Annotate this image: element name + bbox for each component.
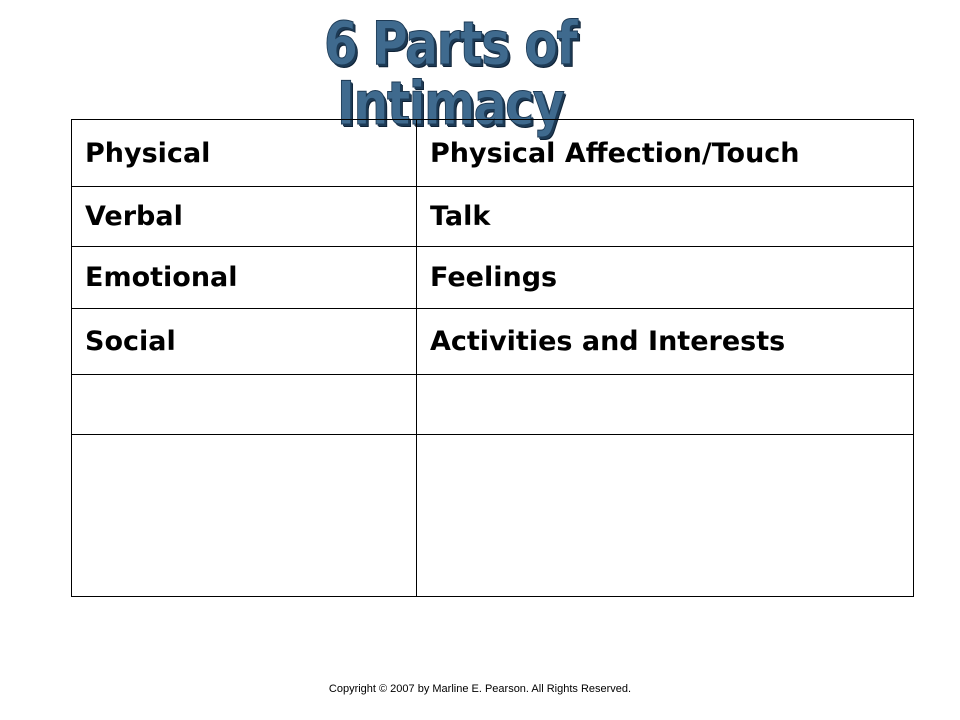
intimacy-table	[71, 119, 914, 597]
intimacy-description-cell	[417, 435, 914, 597]
intimacy-description-cell: Feelings	[417, 247, 914, 309]
table-row	[72, 435, 914, 597]
intimacy-description-cell: Physical Affection/Touch	[417, 120, 914, 187]
intimacy-description-cell: Talk	[417, 187, 914, 247]
intimacy-description-cell	[417, 375, 914, 435]
intimacy-type-cell: Verbal	[72, 187, 417, 247]
intimacy-type-cell	[72, 375, 417, 435]
intimacy-description-cell: Activities and Interests	[417, 309, 914, 375]
table-row	[72, 120, 914, 187]
copyright-notice: Copyright © 2007 by Marline E. Pearson. All Rights Reserved.	[328, 683, 632, 695]
intimacy-type-cell	[72, 435, 417, 597]
table-row	[72, 375, 914, 435]
table-row	[72, 247, 914, 309]
intimacy-type-cell: Social	[72, 309, 417, 375]
intimacy-type-cell: Physical	[72, 120, 417, 187]
table-row	[72, 187, 914, 247]
table-row	[72, 309, 914, 375]
slide-title: 6 Parts of Intimacy	[323, 9, 577, 139]
intimacy-type-cell: Emotional	[72, 247, 417, 309]
